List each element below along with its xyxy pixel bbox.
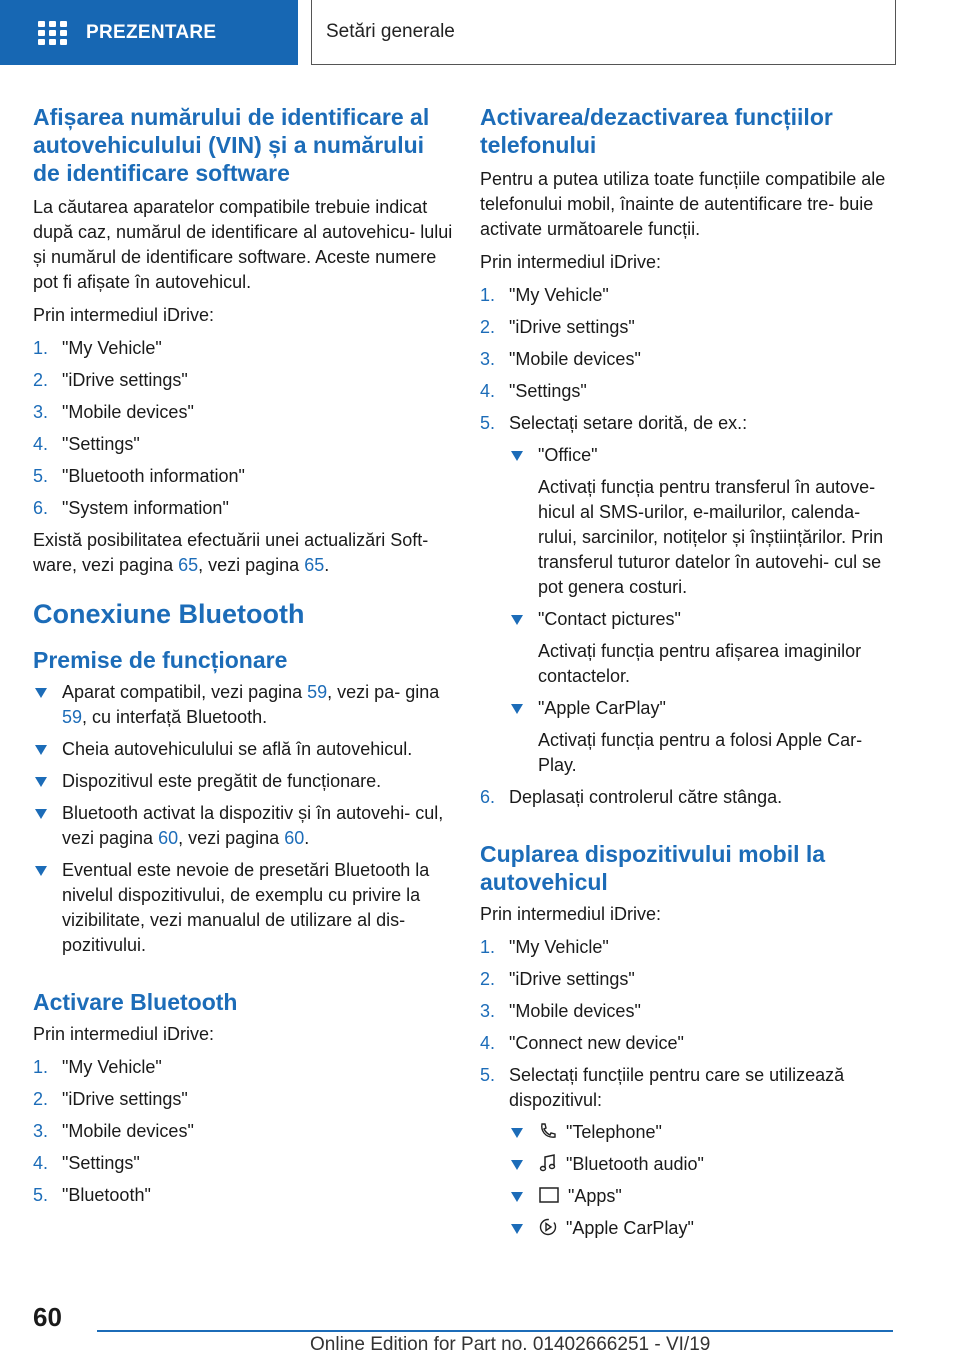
functions-via: Prin intermediul iDrive:	[480, 252, 662, 272]
list-item: 4. "Settings"	[33, 434, 140, 454]
vin-steps	[33, 336, 453, 521]
triangle-bullet-icon	[511, 1160, 523, 1170]
page-number: 60	[33, 1302, 62, 1332]
triangle-bullet-icon	[35, 809, 47, 819]
list-item: Cheia autovehiculului se află în autovehicul.	[33, 737, 453, 762]
list-item: "Apps"	[509, 1184, 900, 1209]
list-item: 2. "iDrive settings"	[33, 370, 188, 390]
triangle-bullet-icon	[511, 615, 523, 625]
triangle-bullet-icon	[35, 688, 47, 698]
list-item: 6. "System information"	[33, 498, 229, 518]
triangle-bullet-icon	[35, 866, 47, 876]
section-tab[interactable]	[0, 0, 298, 65]
pairing-options	[509, 1120, 900, 1241]
list-item: 3. "Mobile devices"	[480, 349, 641, 369]
page-link[interactable]: 65	[304, 555, 325, 575]
list-item: Aparat compatibil, vezi pagina 59, vezi pa- gina 59, cu interfață Bluetooth.	[33, 680, 453, 730]
list-item: 4. "Connect new device"	[480, 1033, 684, 1053]
list-item: Bluetooth activat la dispozitiv și în autovehi- cul, vezi pagina 60, vezi pagina 60.	[33, 801, 453, 851]
chapter-title: Setări generale	[311, 0, 896, 65]
list-item: 4. "Settings"	[480, 381, 587, 401]
triangle-bullet-icon	[511, 1192, 523, 1202]
list-item: 5. "Bluetooth information"	[33, 466, 245, 486]
triangle-bullet-icon	[511, 451, 523, 461]
right-column	[480, 103, 900, 1248]
page-link[interactable]: 60	[158, 828, 179, 848]
list-item: 1. "My Vehicle"	[480, 937, 609, 957]
music-note-icon	[538, 1153, 558, 1173]
page-link[interactable]: 59	[62, 707, 83, 727]
activate-steps	[33, 1055, 453, 1208]
list-item: 1. "My Vehicle"	[480, 285, 609, 305]
list-item: 1. "My Vehicle"	[33, 1057, 162, 1077]
list-item: 5. Selectați funcțiile pentru care se utilizează dispozitivul: "Telephone" "Bluetooth audio" "Apps" "Apple CarPlay"	[480, 1063, 900, 1241]
list-item: 5. Selectați setare dorită, de ex.: "Office" Activați funcția pentru transferul în autove- hicul al SMS-urilor, e-mailurilor, calenda- rului, sarcinilor, notițelor și înștiințărilor. Prin transferul tuturor datelor în autovehi- cul se pot genera costuri. "Contact pictures" Activați funcția pentru afișarea imaginilor contactelor. "Apple CarPlay" Activați funcția pentru a folosi Apple Car- Play.	[480, 411, 900, 778]
telephone-icon	[538, 1121, 558, 1141]
functions-heading: Activarea/dezactivarea funcțiilor telefonului	[480, 104, 833, 158]
functions-options	[509, 443, 900, 778]
vin-via: Prin intermediul iDrive:	[33, 305, 215, 325]
requirements-list	[33, 680, 453, 958]
list-item: "Bluetooth audio"	[509, 1152, 900, 1177]
list-item: 4. "Settings"	[33, 1153, 140, 1173]
triangle-bullet-icon	[35, 745, 47, 755]
page-link[interactable]: 65	[178, 555, 199, 575]
requirements-heading: Premise de funcționare	[33, 647, 288, 673]
footer-divider	[97, 1330, 893, 1332]
list-item: 3. "Mobile devices"	[33, 402, 194, 422]
pairing-via: Prin intermediul iDrive:	[480, 904, 662, 924]
activate-via: Prin intermediul iDrive:	[33, 1024, 215, 1044]
list-item: "Apple CarPlay" Activați funcția pentru a folosi Apple Car- Play.	[509, 696, 900, 778]
activate-heading: Activare Bluetooth	[33, 989, 238, 1015]
pairing-heading: Cuplarea dispozitivului mobil la autovehicul	[480, 841, 826, 895]
vin-intro: La căutarea aparatelor compatibile trebuie indicat după caz, numărul de identificare al autovehicu- lului și numărul de identificare software. Aceste numere pot fi afișate în autovehicul.	[33, 197, 453, 292]
triangle-bullet-icon	[511, 1128, 523, 1138]
triangle-bullet-icon	[511, 1224, 523, 1234]
list-item: 2. "iDrive settings"	[480, 969, 635, 989]
list-item: "Apple CarPlay"	[509, 1216, 900, 1241]
list-item: Dispozitivul este pregătit de funcționare.	[33, 769, 453, 794]
list-item: 2. "iDrive settings"	[480, 317, 635, 337]
list-item: 6. Deplasați controlerul către stânga.	[480, 787, 783, 807]
left-column	[33, 103, 453, 1215]
triangle-bullet-icon	[35, 777, 47, 787]
carplay-icon	[538, 1217, 558, 1237]
list-item: 3. "Mobile devices"	[33, 1121, 194, 1141]
section-title: PREZENTARE	[86, 21, 217, 43]
menu-grid-icon	[38, 21, 68, 45]
list-item: "Telephone"	[509, 1120, 900, 1145]
page-link[interactable]: 60	[284, 828, 305, 848]
list-item: "Contact pictures" Activați funcția pentru afișarea imaginilor contactelor.	[509, 607, 900, 689]
triangle-bullet-icon	[511, 704, 523, 714]
page-link[interactable]: 59	[307, 682, 328, 702]
pairing-steps	[480, 935, 900, 1241]
list-item: Eventual este nevoie de presetări Bluetooth la nivelul dispozitivului, de exemplu cu privire la vizibilitate, vezi manualul de utilizare al dis- pozitivului.	[33, 858, 453, 958]
functions-intro: Pentru a putea utiliza toate funcțiile compatibile ale telefonului mobil, înainte de autentificare tre- buie activate următoarele funcții.	[480, 169, 886, 239]
list-item: 1. "My Vehicle"	[33, 338, 162, 358]
functions-steps	[480, 283, 900, 810]
list-item: 3. "Mobile devices"	[480, 1001, 641, 1021]
list-item: 5. "Bluetooth"	[33, 1185, 151, 1205]
list-item: "Office" Activați funcția pentru transferul în autove- hicul al SMS-urilor, e-mailurilor, calenda- rului, sarcinilor, notițelor și înștiințărilor. Prin transferul tuturor datelor în autovehi- cul se pot genera costuri.	[509, 443, 900, 600]
apps-icon	[538, 1185, 560, 1205]
list-item: 2. "iDrive settings"	[33, 1089, 188, 1109]
footer-edition: Online Edition for Part no. 01402666251 - VI/19	[310, 1334, 711, 1355]
vin-heading: Afișarea numărului de identificare al autovehiculului (VIN) și a numărului de identificare software	[33, 104, 430, 186]
vin-update-note: Există posibilitatea efectuării unei actualizări Soft- ware, vezi pagina 65, vezi pagina 65.	[33, 530, 429, 575]
bluetooth-heading: Conexiune Bluetooth	[33, 599, 305, 629]
